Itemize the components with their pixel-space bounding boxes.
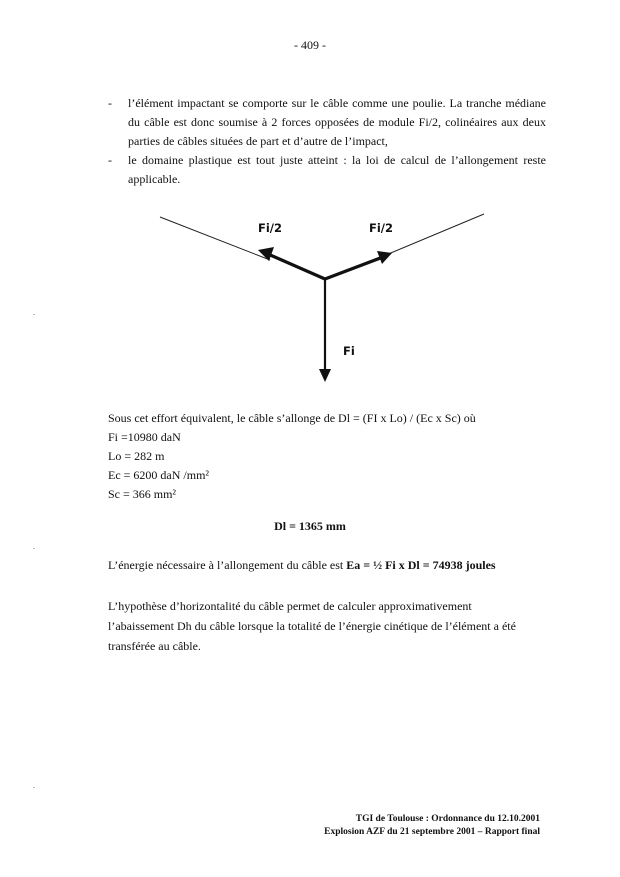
scan-mark — [33, 787, 35, 788]
cable-right-line — [386, 214, 484, 255]
bullet-marker: - — [108, 153, 112, 167]
force-arrow-left — [268, 254, 325, 279]
bullet-text: l’élément impactant se comporte sur le câble comme une poulie. La tranche médiane du câble est donc soumise à 2 forces opposées de module Fi/2, colinéaires aux deux parties de câbles situées de part et d’autre de l’impact, — [128, 96, 546, 148]
label-down-force: Fi — [343, 344, 355, 358]
label-right-force: Fi/2 — [369, 221, 393, 235]
cable-left-line — [160, 217, 270, 260]
paragraph-line: l’abaissement Dh du câble lorsque la totalité de l’énergie cinétique de l’élément a été — [108, 619, 516, 633]
force-arrow-right — [325, 257, 383, 279]
label-left-force: Fi/2 — [258, 221, 282, 235]
bullet-text: le domaine plastique est tout juste atteint : la loi de calcul de l’allongement reste applicable. — [128, 153, 546, 186]
energy-line — [108, 558, 496, 573]
paragraph — [108, 596, 528, 656]
energy-text: L’énergie nécessaire à l’allongement du câble est — [108, 558, 347, 572]
intro-line: Sous cet effort équivalent, le câble s’allonge de Dl = (FI x Lo) / (Ec x Sc) où — [108, 411, 476, 425]
page-number: - 409 - — [294, 38, 326, 52]
arrowhead-down — [319, 369, 331, 382]
paragraph-line: L’hypothèse d’horizontalité du câble permet de calculer approximativement — [108, 599, 472, 613]
bullet-list — [108, 94, 546, 189]
value-fi: Fi =10980 daN — [108, 430, 181, 444]
value-sc: Sc = 366 mm² — [108, 487, 177, 501]
scan-mark — [33, 314, 35, 315]
paragraph-line: transférée au câble. — [108, 639, 201, 653]
footer-line-2: Explosion AZF du 21 septembre 2001 – Rapport final — [324, 827, 540, 837]
value-lo: Lo = 282 m — [108, 449, 165, 463]
force-diagram — [150, 205, 500, 395]
footer-line-1: TGI de Toulouse : Ordonnance du 12.10.2001 — [355, 814, 540, 824]
result-line: Dl = 1365 mm — [274, 519, 346, 533]
scan-mark — [33, 548, 35, 549]
value-ec: Ec = 6200 daN /mm² — [108, 468, 210, 482]
bullet-item — [108, 151, 546, 189]
energy-formula: Ea = ½ Fi x Dl = 74938 joules — [346, 558, 496, 572]
bullet-item — [108, 94, 546, 151]
footer — [324, 813, 540, 839]
bullet-marker: - — [108, 96, 112, 110]
